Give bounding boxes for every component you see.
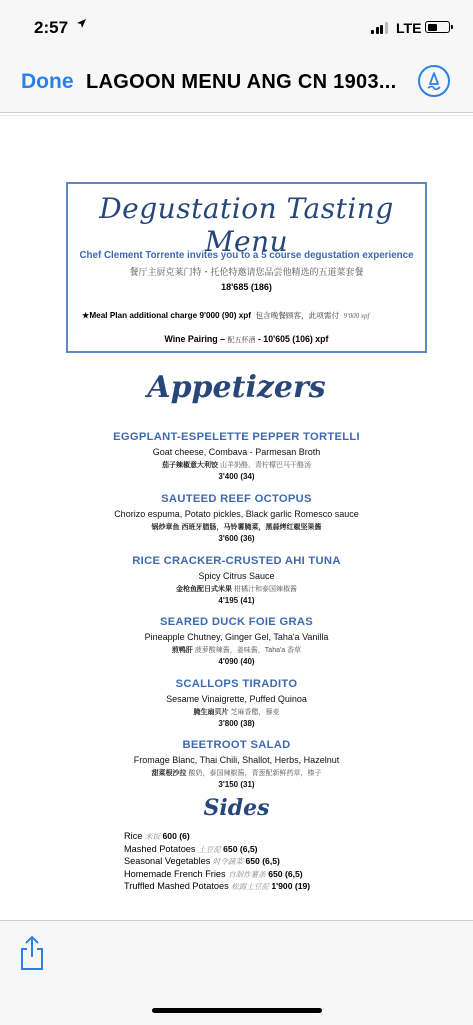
side-item	[124, 856, 384, 869]
menu-item-chinese-name: 煎鸭肝	[171, 647, 193, 654]
wine-pairing-price: - 10'605 (106) xpf	[257, 334, 329, 344]
signal-strength-icon	[371, 22, 391, 34]
menu-item-name: EGGPLANT-ESPELETTE PEPPER TORTELLI	[113, 431, 360, 443]
side-item-name: Seasonal Vegetables	[124, 856, 211, 866]
markup-pen-icon[interactable]	[418, 65, 450, 97]
document-title: LAGOON MENU ANG CN 1903...	[86, 71, 397, 93]
side-item-name: Homemade French Fries	[124, 868, 226, 879]
menu-item-description: Sesame Vinaigrette, Puffed Quinoa	[166, 694, 307, 704]
menu-item-name: RICE CRACKER-CRUSTED AHI TUNA	[132, 555, 341, 567]
side-item-chinese: 土豆泥	[198, 844, 221, 854]
battery-icon	[425, 21, 450, 33]
menu-item-chinese-desc: 柑橘汁和泰国辣椒酱	[233, 586, 297, 593]
menu-item-chinese	[0, 645, 473, 657]
side-item-price: 650 (6,5)	[223, 843, 258, 854]
side-item-name: Mashed Potatoes	[124, 843, 196, 854]
side-item-chinese: 时令蔬菜	[212, 857, 243, 866]
menu-item-description: Chorizo espuma, Potato pickles, Black garlic Romesco sauce	[114, 509, 359, 519]
menu-item-price: 4'195 (41)	[218, 596, 255, 605]
status-time: 2:57	[34, 18, 69, 37]
menu-item-chinese-name: 甜菜根沙拉	[151, 770, 187, 777]
menu-item-price: 4'090 (40)	[218, 657, 255, 666]
menu-item-price: 3'150 (31)	[218, 780, 255, 789]
meal-plan-cn-price: 9'000 xpf	[343, 312, 370, 320]
menu-item-description: Fromage Blanc, Thai Chili, Shallot, Herbs, Hazelnut	[133, 755, 340, 765]
appetizers-heading: Appetizers	[147, 370, 326, 405]
menu-item-name: SAUTEED REEF OCTOPUS	[161, 493, 312, 505]
menu-item-price: 3'400 (34)	[218, 472, 255, 481]
signal-bar	[380, 25, 383, 34]
menu-item-chinese-name: 腌生扇贝片	[193, 709, 229, 716]
side-item-chinese: 自制炸薯条	[228, 869, 266, 879]
home-indicator	[152, 1008, 322, 1013]
menu-item-chinese-name: 锅炒章鱼 西班牙腊肠，马铃薯腌菜，黑蒜烤红椒坚果酱	[151, 524, 322, 531]
side-item	[124, 844, 384, 857]
menu-item	[0, 493, 473, 546]
side-item-price: 600 (6)	[162, 831, 190, 841]
signal-bar	[376, 27, 379, 34]
menu-item	[0, 431, 473, 484]
wine-pairing-line	[68, 334, 425, 345]
signal-bar	[371, 30, 374, 34]
page-top-divider	[0, 115, 473, 116]
menu-item-price: 3'600 (36)	[218, 534, 255, 543]
menu-item-chinese-name: 金枪鱼配日式米果	[176, 586, 233, 593]
meal-plan-line	[82, 310, 369, 321]
menu-item-chinese-desc: 菠萝酸辣酱，姜味酱，Taha'a 香草	[194, 647, 302, 654]
wine-pairing-cn: 配五杯酒	[227, 337, 256, 344]
bottom-toolbar	[0, 920, 473, 1025]
side-item	[124, 881, 384, 894]
side-item-price: 1'900 (19)	[271, 881, 311, 891]
side-item-name: Truffled Mashed Potatoes	[124, 881, 229, 891]
battery-level-fill	[428, 24, 437, 31]
meal-plan-label: ★Meal Plan additional charge 9'000 (90) xpf	[82, 311, 251, 320]
menu-item-chinese	[0, 768, 473, 780]
sides-list	[124, 831, 384, 894]
navigation-bar	[0, 56, 473, 113]
side-item-price: 650 (6,5)	[245, 856, 280, 866]
menu-item-name: BEETROOT SALAD	[182, 739, 291, 751]
chef-invitation-cn: 餐厅主厨克莱门特・托伦特邀请您品尝他精选的五道菜套餐	[129, 267, 364, 277]
share-icon[interactable]	[18, 935, 46, 971]
side-item	[124, 869, 384, 882]
wine-pairing-label: Wine Pairing –	[164, 334, 226, 344]
location-arrow-icon	[76, 17, 87, 32]
menu-item-chinese	[0, 460, 473, 472]
side-item-name: Rice	[124, 831, 143, 841]
menu-item-description: Goat cheese, Combava - Parmesan Broth	[152, 447, 321, 457]
menu-item-chinese	[0, 522, 473, 534]
menu-item	[0, 555, 473, 608]
signal-bar	[385, 22, 388, 34]
menu-item	[0, 739, 473, 792]
degustation-box	[66, 182, 427, 353]
menu-item-price: 3'800 (38)	[218, 719, 255, 728]
degustation-price: 18'685 (186)	[221, 282, 272, 292]
menu-item-chinese-desc: 山羊奶酪，青柠檬巴马干酪汤	[219, 462, 311, 469]
menu-item-chinese	[0, 707, 473, 719]
side-item	[124, 831, 384, 844]
meal-plan-cn: 包含晚餐顾客，此项需付	[255, 311, 340, 320]
chef-invitation: Chef Clement Torrente invites you to a 5 course degustation experience	[79, 250, 414, 261]
menu-item-description: Pineapple Chutney, Ginger Gel, Taha'a Vanilla	[144, 632, 329, 642]
side-item-price: 650 (6,5)	[268, 868, 303, 879]
menu-item-name: SCALLOPS TIRADITO	[175, 678, 298, 690]
network-type: LTE	[396, 20, 422, 36]
menu-item	[0, 678, 473, 731]
menu-item-chinese-name: 茄子辣椒意大利饺	[162, 462, 219, 469]
menu-item-chinese-desc: 酸奶，泰国辣椒酱，青葱配新鲜药草，榛子	[188, 770, 322, 777]
side-item-chinese: 米饭	[144, 832, 160, 841]
done-button[interactable]: Done	[21, 70, 74, 93]
menu-item	[0, 616, 473, 669]
side-item-chinese: 松露土豆泥	[231, 882, 269, 891]
menu-item-description: Spicy Citrus Sauce	[198, 571, 275, 581]
status-bar	[0, 0, 473, 56]
menu-item-name: SEARED DUCK FOIE GRAS	[160, 616, 313, 628]
menu-item-chinese-desc: 芝麻香醋，藜麦	[230, 709, 280, 716]
degustation-title: Degustation Tasting Menu	[99, 192, 394, 258]
menu-item-chinese	[0, 584, 473, 596]
sides-heading: Sides	[203, 795, 270, 821]
